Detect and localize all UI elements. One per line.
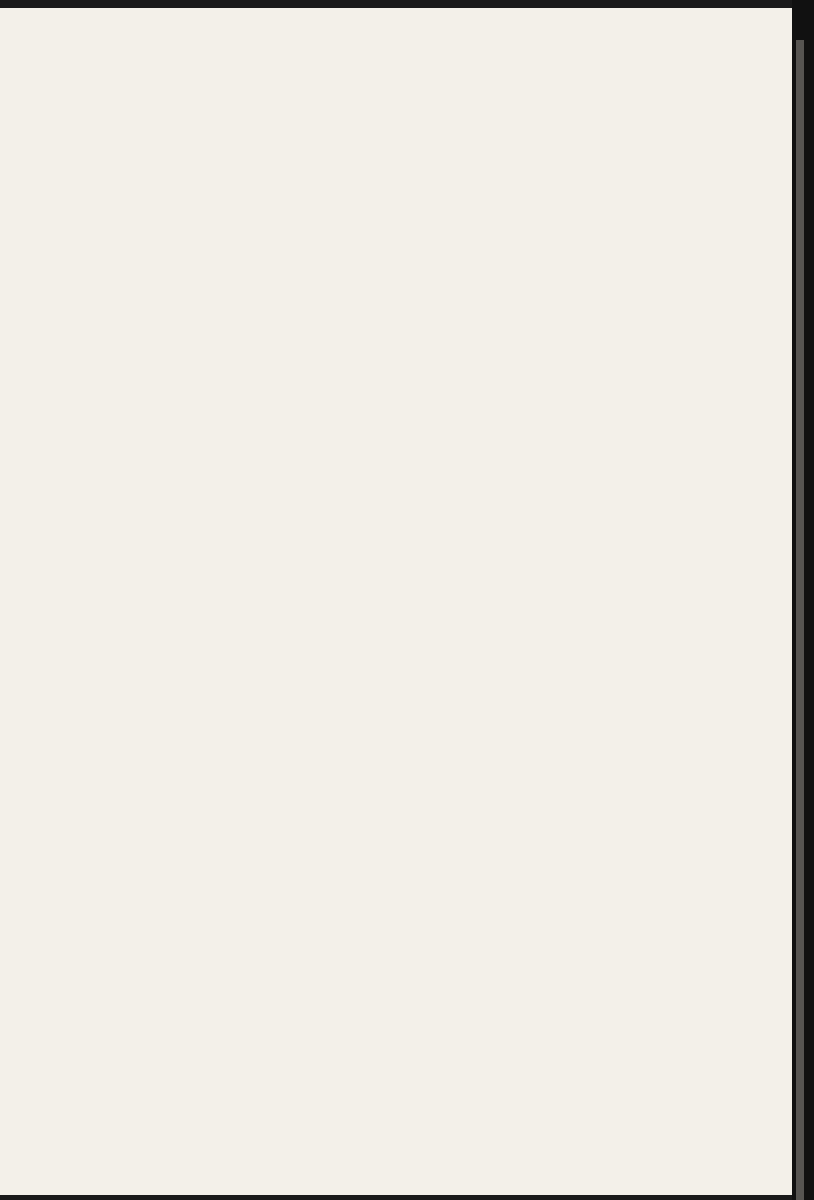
next-page-edge: [796, 40, 804, 1200]
document-page: [0, 8, 792, 1195]
